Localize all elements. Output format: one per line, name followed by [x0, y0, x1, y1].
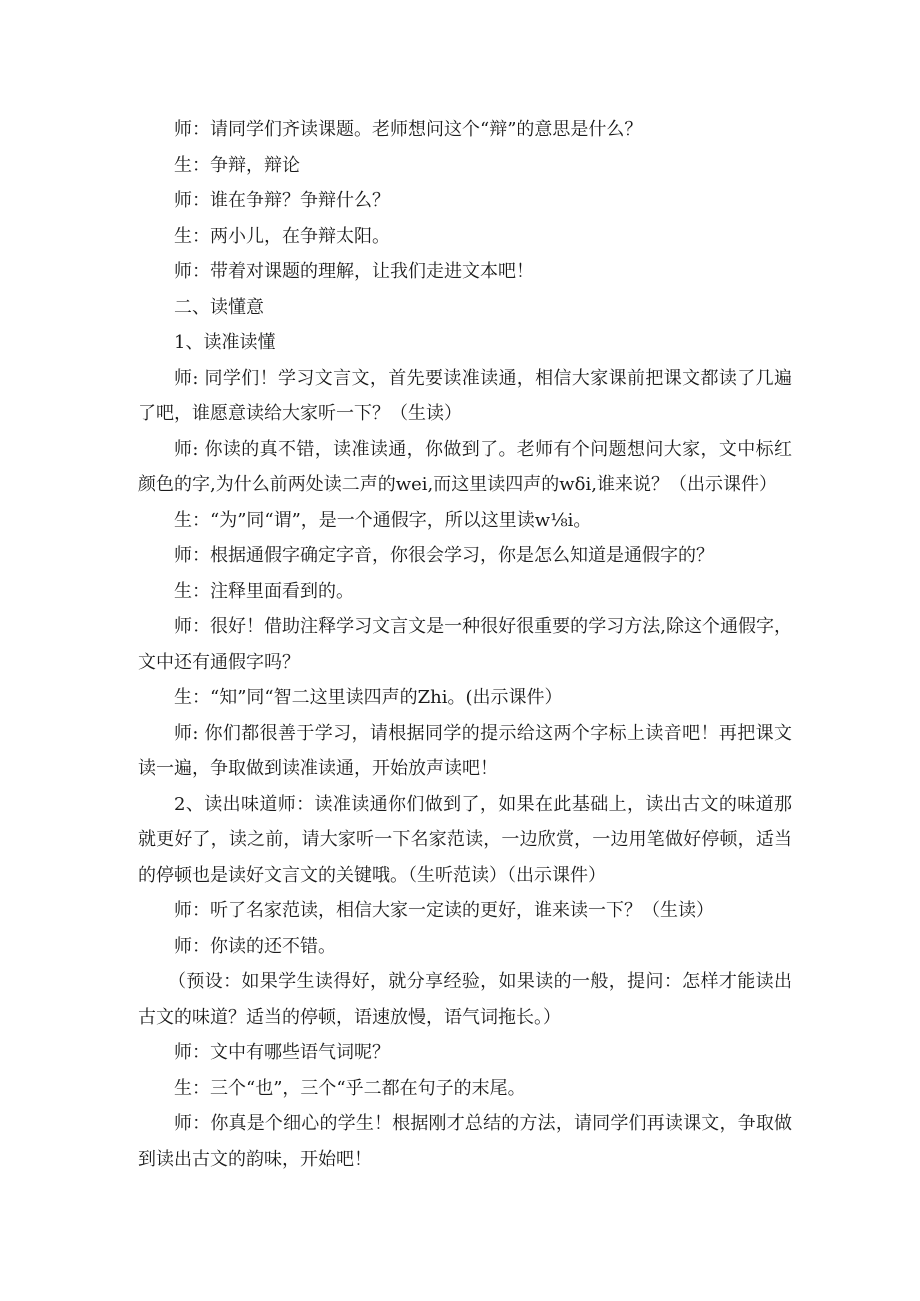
paragraph: 生：两小儿，在争辩太阳。	[174, 225, 390, 247]
paragraph: 师：你读的还不错。	[174, 935, 336, 957]
paragraph: 师：带着对课题的理解，让我们走进文本吧！	[174, 261, 534, 282]
paragraph: 师：谁在争辩？争辩什么？	[174, 190, 390, 211]
paragraph: 师：你真是个细心的学生！根据刚才总结的方法，请同学们再读课文，争取做到读出古文的韵味，开始吧！	[138, 1113, 792, 1170]
paragraph: 师：很好！借助注释学习文言文是一种很好很重要的学习方法,除这个通假字，文中还有通假字吗？	[138, 616, 792, 673]
paragraph: 生：争辩，辩论	[174, 154, 300, 176]
subsection-heading: 1、读准读懂	[174, 332, 276, 353]
paragraph: 师：请同学们齐读课题。老师想问这个“辩”的意思是什么？	[174, 119, 643, 140]
paragraph: 师：根据通假字确定字音，你很会学习，你是怎么知道是通假字的？	[174, 545, 714, 566]
paragraph: 师: 你们都很善于学习，请根据同学的提示给这两个字标上读音吧！再把课文读一遍，争取做到读准读通，开始放声读吧！	[138, 722, 792, 779]
section-heading: 二、读懂意	[174, 296, 264, 318]
paragraph: 生：三个“也”，三个“乎二都在句子的末尾。	[174, 1077, 526, 1099]
paragraph: 师: 你读的真不错，读准读通，你做到了。老师有个问题想问大家，文中标红颜色的字,为什么前两处读二声的wei,而这里读四声的wδi,谁来说？（出示课件）	[138, 438, 792, 495]
paragraph: 2、读出味道师：读准读通你们做到了，如果在此基础上，读出古文的味道那就更好了，读之前，请大家听一下名家范读，一边欣赏，一边用笔做好停顿，适当的停顿也是读好文言文的关键哦。（生听范读）（出示课件）	[138, 793, 792, 886]
paragraph: 生：“知”同“智二这里读四声的Zhi。(出示课件）	[174, 687, 563, 708]
paragraph: 生：“为”同“谓”，是一个通假字，所以这里读w⅛i。	[174, 509, 592, 531]
paragraph: 师：听了名家范读，相信大家一定读的更好，谁来读一下？（生读）	[174, 900, 714, 921]
paragraph: （预设：如果学生读得好，就分享经验，如果读的一般，提问：怎样才能读出古文的味道？适当的停顿，语速放慢，语气词拖长。）	[138, 971, 792, 1028]
paragraph: 师：文中有哪些语气词呢？	[174, 1042, 390, 1063]
paragraph: 生：注释里面看到的。	[174, 580, 354, 602]
document-body	[138, 112, 792, 1177]
paragraph: 师: 同学们！学习文言文，首先要读准读通，相信大家课前把课文都读了几遍了吧，谁愿意读给大家听一下？（生读）	[138, 367, 792, 424]
